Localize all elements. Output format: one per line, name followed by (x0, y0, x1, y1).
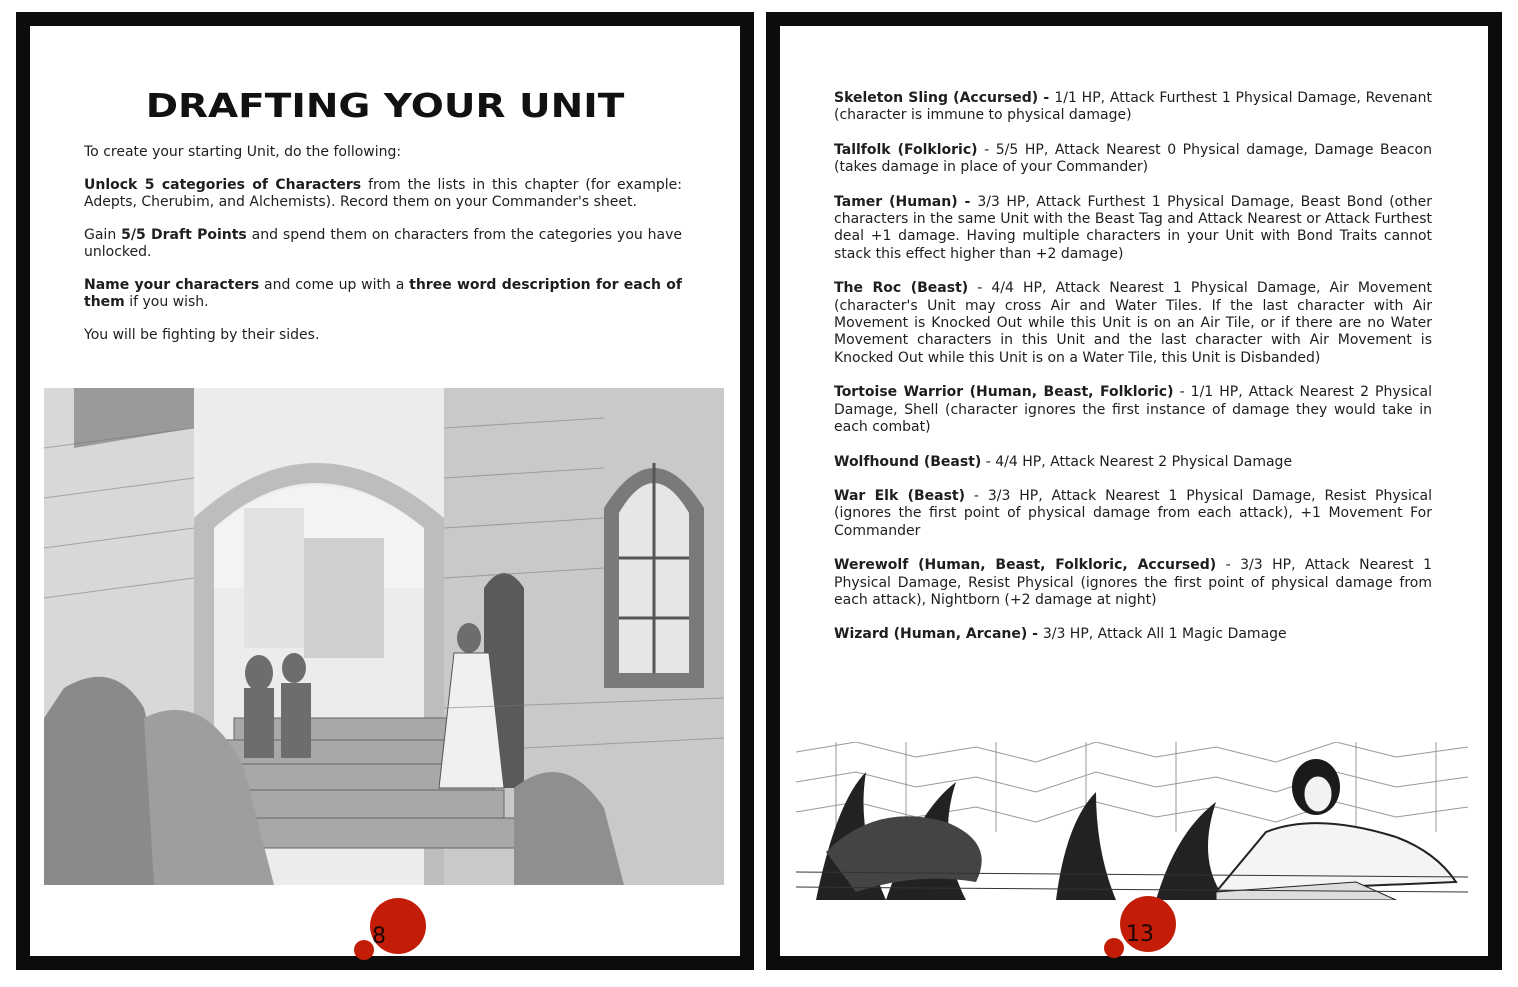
character-entry (834, 280, 1432, 367)
character-entry (834, 384, 1432, 436)
page-number-dot-small (354, 940, 374, 960)
character-name: Skeleton Sling (Accursed) - (834, 90, 1055, 106)
character-entry (834, 488, 1432, 540)
character-name: Wolfhound (Beast) (834, 453, 982, 470)
left-page (16, 12, 754, 970)
step-unlock-bold: Unlock 5 categories of Characters (84, 177, 362, 193)
intro-paragraph: To create your starting Unit, do the following: (84, 144, 402, 160)
step-draft-points (84, 227, 682, 261)
character-entry (834, 557, 1432, 609)
character-entry (834, 454, 1432, 471)
character-entry (834, 142, 1432, 177)
character-entry (834, 194, 1432, 264)
step-draft-bold: 5/5 Draft Points (121, 227, 247, 243)
character-entries (834, 90, 1432, 661)
character-stats: 1/1 HP, Attack Furthest 1 Physical Damage, Revenant (character is immune to physical damage) (834, 90, 1432, 124)
character-entry (834, 626, 1432, 643)
page-number-badge (354, 898, 444, 968)
closing-paragraph: You will be fighting by their sides. (84, 327, 320, 343)
character-stats: - 3/3 HP, Attack Nearest 1 Physical Damage, Resist Physical (ignores the first point of physical damage from each attack), Nightborn (+2 damage at night) (834, 557, 1432, 608)
character-name: War Elk (Beast) (834, 487, 966, 504)
character-name: Tortoise Warrior (Human, Beast, Folkloric) (834, 384, 1174, 401)
step-name-text: if you wish. (124, 294, 209, 310)
character-stats: - 3/3 HP, Attack Nearest 1 Physical Damage, Resist Physical (ignores the first point of physical damage from each attack), +1 Movement For Commander (834, 487, 1432, 539)
alley-illustration (44, 388, 724, 885)
character-stats: - 4/4 HP, Attack Nearest 1 Physical Damage, Air Movement (character's Unit may cross Air and Water Tiles. If the last character with Air Movement is Knocked Out while this Unit is on an Air Tile, or if there are no Water Movement characters in this Unit and the last character with Air Movement is Knocked Out while this Unit is on a Water Tile, this Unit is Disbanded) (834, 280, 1432, 366)
step-draft-text: and spend them on characters from the categories you have unlocked. (84, 227, 683, 260)
character-entry (834, 90, 1432, 125)
jungle-illustration (796, 742, 1468, 900)
character-name: The Roc (Beast) (834, 280, 969, 297)
page-number: 8 (372, 924, 386, 949)
step-name-mid: and come up with a (259, 277, 410, 293)
step-name (84, 277, 682, 311)
character-name: Tamer (Human) - (834, 193, 978, 210)
step-unlock (84, 177, 682, 211)
character-stats: 3/3 HP, Attack Furthest 1 Physical Damage, Beast Bond (other characters in the same Unit with the Beast Tag and Attack Nearest or Attack Furthest deal +1 damage. Having multiple characters in your Unit with Bond Traits cannot stack this effect higher than +2 damage) (834, 193, 1432, 262)
instructions (84, 144, 682, 360)
step-name-bold2: three word description for each of them (84, 277, 682, 310)
character-name: Tallfolk (Folkloric) (834, 141, 978, 158)
page-number: 13 (1126, 922, 1154, 947)
character-name: Wizard (Human, Arcane) - (834, 626, 1043, 643)
page-number-dot-small (1104, 938, 1124, 958)
character-stats: - 1/1 HP, Attack Nearest 2 Physical Damage, Shell (character ignores the first instance of damage they would take in each combat) (834, 384, 1432, 436)
character-stats: - 4/4 HP, Attack Nearest 2 Physical Damage (981, 453, 1293, 470)
character-stats: 3/3 HP, Attack All 1 Magic Damage (1042, 626, 1287, 643)
step-unlock-text: from the lists in this chapter (for example: Adepts, Cherubim, and Alchemists). Record them on your Commander's sheet. (84, 177, 682, 210)
right-page (766, 12, 1502, 970)
page-title: DRAFTING YOUR UNIT (145, 86, 625, 125)
step-name-bold: Name your characters (84, 277, 260, 293)
page-number-badge (1104, 896, 1194, 966)
character-stats: - 5/5 HP, Attack Nearest 0 Physical damage, Damage Beacon (takes damage in place of your Commander) (834, 141, 1432, 176)
step-draft-pre: Gain (84, 227, 122, 243)
character-name: Werewolf (Human, Beast, Folkloric, Accursed) (834, 557, 1217, 574)
